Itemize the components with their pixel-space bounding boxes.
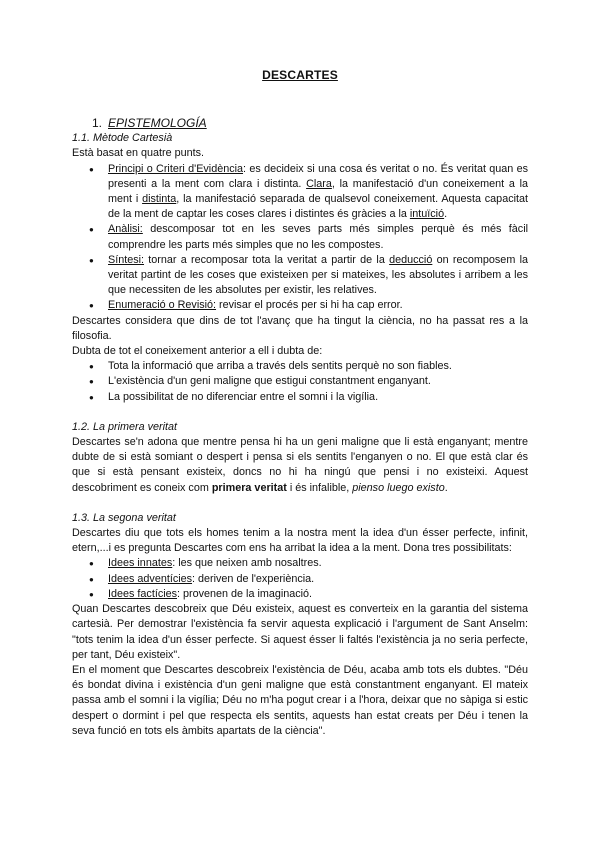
section-heading-epistemologia xyxy=(92,116,528,131)
term-sintesi: Síntesi: xyxy=(108,253,145,266)
list-item-sintesi xyxy=(108,253,528,299)
paragraph-primera-veritat xyxy=(72,435,528,496)
item-text: : les que neixen amb nosaltres. xyxy=(172,557,322,570)
ideas-list xyxy=(72,556,528,602)
doubts-list xyxy=(72,359,528,405)
item-text: : provenen de la imaginació. xyxy=(177,587,313,600)
item-text: on recomposem la veritat partint de les coses que existeixen per si mateixes, les absolutes i arribem a les que necessiten de les absolutes per existir, les relatives. xyxy=(108,253,528,297)
term-primera-veritat: primera veritat xyxy=(211,481,287,494)
subsection-heading-metode: 1.1. Mètode Cartesià xyxy=(72,132,173,145)
paragraph-dubtes: En el moment que Descartes descobreix l'existència de Déu, acaba amb tots els dubtes. "Déu és bondat divina i existència d'un geni maligne que està constantment enganyant. El mateix passa amb el somni i la vigília; Déu no m'ha pogut crear i a l'hora, deixar que no sàpiga si estic despert o dormint i pel que respecta els sentits, aquests han estat creats per Déu i tenen la seva funció en tots els àmbits apartats de la ciència". xyxy=(72,663,528,737)
paragraph-dubta: Dubta de tot el coneixement anterior a ell i dubta de: xyxy=(72,345,323,358)
list-item-doubt: ● L'existència d'un geni maligne que estigui constantment enganyant. xyxy=(108,374,528,389)
list-item-evidencia xyxy=(108,162,528,223)
list-item-analisi xyxy=(108,222,528,252)
term-distinta: distinta xyxy=(142,193,177,206)
intro-paragraph: Està basat en quatre punts. xyxy=(72,147,205,160)
list-item-idea xyxy=(108,572,528,587)
item-text: revisar el procés per si hi ha cap error. xyxy=(216,299,403,312)
list-item-doubt: ● La possibilitat de no diferenciar entre el somni i la vigília. xyxy=(108,390,528,405)
item-text: tornar a recomposar tota la veritat a partir de la xyxy=(144,253,390,266)
term-deduccio: deducció xyxy=(389,253,433,266)
term-clara: Clara xyxy=(306,177,332,190)
term-intuicio: intuïció xyxy=(409,208,445,221)
paragraph-text: . xyxy=(444,481,448,494)
term-evidencia: Principi o Criteri d'Evidència xyxy=(108,162,244,175)
item-text: , la manifestació d'un coneixement a la ment i xyxy=(108,177,528,206)
item-text: , la manifestació separada de qualsevol coneixement. Aquesta capacitat de la ment de captar les coses clares i distintes és gràcies a la xyxy=(108,193,528,221)
term-adventicies: Idees adventícies xyxy=(108,572,193,585)
paragraph-text: i és infalible, xyxy=(286,481,353,494)
subsection-heading-primera-veritat: 1.2. La primera veritat xyxy=(72,420,178,433)
section-number: 1. xyxy=(92,116,103,131)
item-text: descomposar tot en les seves parts més simples perquè és més fàcil comprendre les parts més simples que no les compostes. xyxy=(108,223,528,251)
term-facticies: Idees factícies xyxy=(108,587,178,600)
paragraph-text: Descartes se'n adona que mentre pensa hi ha un geni maligne que li està enganyant; mentre dubte de si està somiant o despert i pensa si els sentits l'enganyen o no. El que està clar és que si està pensant existeix, doncs no hi ha ningú que pensi i no existeixi. Aquest descobriment es coneix com xyxy=(72,436,528,494)
list-item-doubt: ● Tota la informació que arriba a través dels sentits perquè no son fiables. xyxy=(108,359,528,374)
item-text: . xyxy=(444,208,448,221)
term-innates: Idees innates xyxy=(108,557,173,570)
list-item-idea xyxy=(108,556,528,571)
subsection-heading-segona-veritat: 1.3. La segona veritat xyxy=(72,511,176,524)
quote-pienso: pienso luego existo xyxy=(352,481,445,494)
paragraph-ideas-intro: Descartes diu que tots els homes tenim a la nostra ment la idea d'un ésser perfecte, infinit, etern,...i es pregunta Descartes com ens ha arribat la idea a la ment. Dona tres possibilitats: xyxy=(72,527,528,555)
section-heading-text: EPISTEMOLOGÍA xyxy=(108,116,207,131)
list-item-enumeracio xyxy=(108,298,528,313)
term-analisi: Anàlisi: xyxy=(108,223,143,236)
page-title: DESCARTES xyxy=(262,68,338,82)
term-enumeracio: Enumeració o Revisió: xyxy=(108,299,217,312)
list-item-idea xyxy=(108,587,528,602)
item-text: : es decideix si una cosa és veritat o no. És veritat quan es presenti a la ment com clara i distinta. xyxy=(108,162,529,190)
item-text: : deriven de l'experiència. xyxy=(192,572,315,585)
paragraph-garantia: Quan Descartes descobreix que Déu existeix, aquest es converteix en la garantia del sistema cartesià. Per demostrar l'existència fa servir aquesta explicació i l'argument de Sant Anselm: "tots tenim la idea d'un ésser perfecte. Si aquest ésser li faltés l'existència ja no seria perfecte, per tant, Déu existeix". xyxy=(72,603,528,661)
paragraph-filosofia: Descartes considera que dins de tot l'avanç que ha tingut la ciència, no ha passat res a la filosofia. xyxy=(72,314,528,342)
method-list xyxy=(72,162,528,314)
